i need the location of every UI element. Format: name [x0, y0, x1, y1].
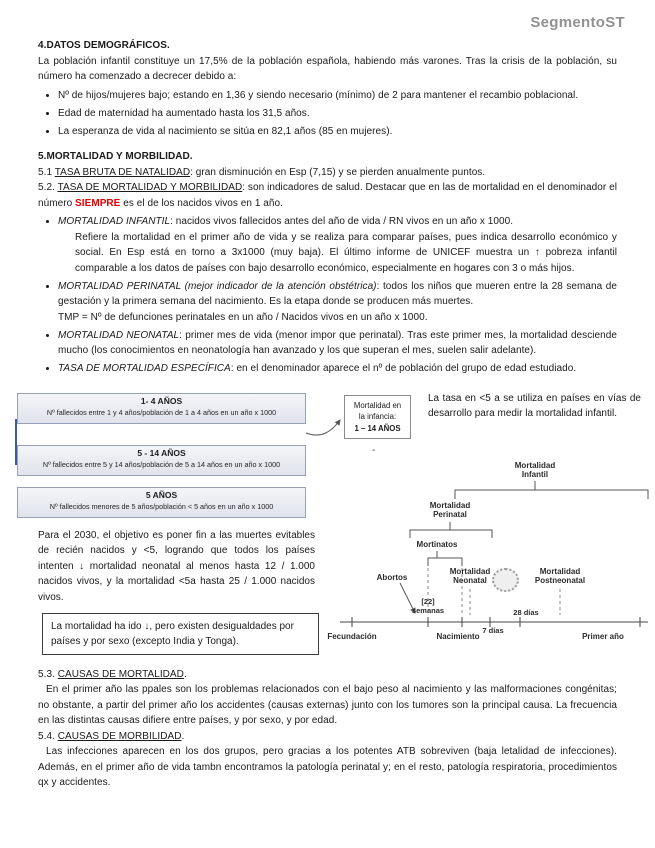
under5-rate-note: La tasa en <5 a se utiliza en países en vías de desarrollo para medir la mortalidad infantil. — [428, 392, 641, 419]
section53-heading — [38, 667, 617, 683]
list-item — [58, 214, 617, 276]
infancy-box-line: Mortalidad en — [353, 400, 402, 410]
section54-heading — [38, 729, 617, 745]
arrow-to-infancy-box — [306, 420, 340, 435]
section4-bullet-list — [38, 88, 617, 140]
infancy-box-line: la infancia: — [358, 412, 397, 421]
term-underlined: CAUSAS DE MORBILIDAD — [57, 730, 182, 742]
list-item — [58, 106, 617, 122]
timeline-label-22-weeks: [22] semanas — [411, 596, 445, 615]
bullet-text: : primer mes de vida (menor impor que perinatal). Tras este primer mes, la mortalidad desciende mucho (los conocimientos en neonatología han avanzado y los que superan el mes, suelen salir adelante). — [58, 329, 617, 356]
term-italic: MORTALIDAD INFANTIL — [58, 216, 171, 227]
section54-body: Las infecciones aparecen en los dos grupos, pero gracias a los potentes ATB sobreviven (baja letalidad de infecciones). Además, en el primer año de vida tambn encontramos la patología perinatal y; en el resto, patología respiratoria, procedimientos qx y accidentes. — [38, 746, 617, 788]
rate-box-5-14 — [17, 445, 306, 476]
item-number: 5.2. — [38, 182, 58, 193]
paragraph-5-1 — [38, 165, 617, 181]
rate-box-formula: Nº fallecidos entre 5 y 14 años/población de 5 a 14 años en un año x 1000 — [42, 459, 281, 469]
section5-title: 5.MORTALIDAD Y MORBILIDAD. — [38, 151, 193, 162]
section4-title: 4.DATOS DEMOGRÁFICOS. — [38, 40, 170, 51]
document-body-bottom — [38, 667, 617, 791]
heading-period: . — [181, 730, 185, 742]
item-number: 5.3. — [38, 668, 58, 680]
bullet-text: : todos los niños que mueren entre la 28 semana de gestación y la primera semana del nacimiento. Es la etapa donde se producen más muertes. — [58, 280, 618, 307]
list-item — [58, 88, 617, 104]
rate-box-formula: Nº fallecidos menores de 5 años/población < 5 años en un año x 1000 — [49, 501, 274, 511]
rate-box-title: 5 AÑOS — [145, 489, 178, 500]
mortality-bullet-list — [38, 214, 617, 377]
item-text: : gran disminución en Esp (7,15) y se pierden anualmente puntos. — [190, 166, 486, 178]
item-number: 5.1 — [38, 166, 55, 178]
highlight-word: SIEMPRE — [75, 197, 121, 209]
term-italic: MORTALIDAD NEONATAL — [58, 329, 180, 341]
list-item — [58, 328, 617, 359]
timeline-label-birth: Nacimiento — [436, 631, 480, 641]
list-item — [58, 279, 617, 326]
section53-body: En el primer año las ppales son los problemas relacionados con el bajo peso al nacimiento y las malformaciones congénitas; no obstante, a partir del primer año los accidentes (causas externas) junto con los tumores son la principal causa. La frecuencia en las distintas causas difiere entre países, y por sexo, y por edad. — [38, 684, 617, 726]
timeline-label-28-days: 28 días — [513, 607, 539, 617]
item-text: : son indicadores de salud. Destacar que en las de mortalidad en el denominador el número — [38, 182, 617, 209]
list-item — [58, 361, 617, 377]
paragraph-5-2 — [38, 180, 617, 211]
term-underlined: TASA BRUTA DE NATALIDAD — [54, 166, 191, 178]
rate-box-formula: Nº fallecidos entre 1 y 4 años/población de 1 a 4 años en un año x 1000 — [46, 407, 277, 417]
infancy-mortality-box — [344, 395, 411, 440]
bullet-text: Edad de maternidad ha aumentado hasta los 31,5 años. — [58, 107, 310, 119]
diagram-label-postneonatal-mortality: Mortalidad Postneonatal — [534, 566, 586, 585]
term-italic: MORTALIDAD PERINATAL (mejor indicador de la atención obstétrica) — [58, 280, 377, 292]
timeline-label-7-days: 7 días — [482, 625, 504, 635]
heading-period: . — [183, 668, 187, 680]
diagram-label-stillbirths: Mortinatos — [416, 539, 458, 549]
bullet-text: La esperanza de vida al nacimiento se sitúa en 82,1 años (85 en mujeres). — [58, 125, 393, 137]
timeline-label-fecundation: Fecundación — [327, 631, 377, 641]
term-underlined: CAUSAS DE MORTALIDAD — [57, 668, 184, 680]
term-underlined: TASA DE MORTALIDAD Y MORBILIDAD — [57, 182, 243, 193]
timeline-label-first-year: Primer año — [582, 631, 624, 641]
item-number: 5.4. — [38, 730, 58, 742]
mortality-figure — [0, 387, 655, 659]
list-item — [58, 124, 617, 140]
perinatal-bracket — [410, 530, 492, 538]
infantil-bracket — [455, 490, 648, 499]
diagram-label-infant-mortality: Mortalidad Infantil — [514, 460, 556, 479]
document-body — [38, 0, 617, 377]
sdg-2030-goal-text: Para el 2030, el objetivo es poner fin a las muertes evitables de recién nacidos y <5, logrando que todos los países intenten ↓ mortalidad neonatal al menos hasta 12 / 1.000 nacidos vivos, y la mortalidad <5a hasta 25 / 1.000 nacidos vivos. — [38, 529, 315, 603]
diagram-label-neonatal-mortality: Mortalidad Neonatal — [449, 566, 491, 585]
bullet-text: : nacidos vivos fallecidos antes del año de vida / RN vivos en un año x 1000. — [170, 216, 514, 227]
term-italic: TASA DE MORTALIDAD ESPECÍFICA — [58, 363, 231, 374]
diagram-label-perinatal-mortality: Mortalidad Perinatal — [429, 500, 471, 519]
mortinatos-bracket — [428, 558, 462, 566]
bullet-note: Refiere la mortalidad en el primer año de vida y se realiza para comparar países, pues indica desarrollo económico y social. En Esp está en torno a 3x1000 (muy baja). El último informe de UNICEF muestra un ↑ pobreza infantil comparable a los datos de países con bajo desarrollo económico, especialmente en hogares con 3 o más hijos. — [75, 231, 617, 274]
watermark-logo: SegmentoST — [530, 14, 625, 31]
bullet-note: TMP = Nº de defunciones perinatales en un año / Nacidos vivos en un año x 1000. — [58, 311, 428, 323]
rate-box-under5 — [17, 487, 306, 518]
bullet-text: Nº de hijos/mujeres bajo; estando en 1,36 y siendo necesario (mínimo) de 2 para mantener el recambio poblacional. — [58, 89, 579, 101]
infancy-box-range: 1 – 14 AÑOS — [354, 423, 401, 433]
infancy-box-dash: - — [372, 444, 376, 456]
cloud-shape — [492, 568, 519, 592]
rate-box-title: 5 - 14 AÑOS — [137, 447, 186, 458]
section4-intro: La población infantil constituye un 17,5% de la población española, habiendo más varones. Tras la crisis de la población, su número ha comenzado a decrecer debido a: — [38, 55, 617, 82]
diagram-label-abortions: Abortos — [376, 572, 408, 582]
rate-box-title: 1- 4 AÑOS — [140, 395, 183, 406]
rate-box-1-4 — [17, 393, 306, 424]
inequality-note-box: La mortalidad ha ido ↓, pero existen desigualdades por países y por sexo (excepto India y Tonga). — [42, 613, 319, 655]
bullet-text: : en el denominador aparece el nº de población del grupo de edad estudiado. — [230, 363, 577, 374]
item-text: es el de los nacidos vivos en 1 año. — [120, 197, 283, 209]
